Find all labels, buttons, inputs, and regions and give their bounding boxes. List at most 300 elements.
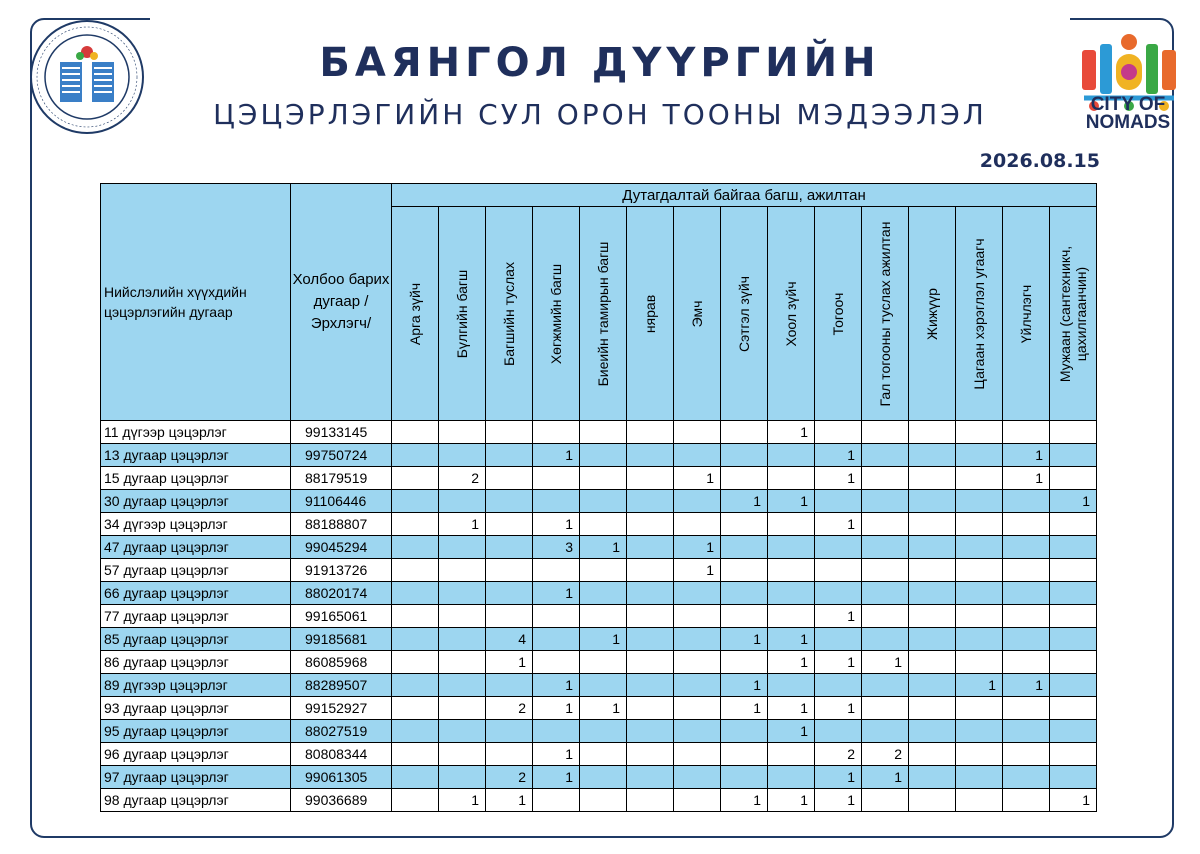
role-label: Бүлгийн багш: [454, 269, 470, 358]
vacancy-count: [721, 766, 768, 789]
vacancy-count: [674, 513, 721, 536]
vacancy-count: [956, 605, 1003, 628]
role-label: Цагаан хэрэглэл угаагч: [971, 237, 987, 390]
vacancy-count: [956, 766, 1003, 789]
vacancy-count: [627, 720, 674, 743]
city-of-nomads-text: CITY OF NOMADS: [1085, 94, 1171, 133]
vacancy-count: [862, 467, 909, 490]
vacancy-count: [1050, 513, 1097, 536]
vacancy-count: [956, 467, 1003, 490]
vacancy-count: [674, 605, 721, 628]
kindergarten-name: 89 дүгээр цэцэрлэг: [101, 674, 291, 697]
vacancy-count: [439, 766, 486, 789]
kindergarten-name: 47 дугаар цэцэрлэг: [101, 536, 291, 559]
vacancy-count: [486, 490, 533, 513]
vacancy-count: [909, 582, 956, 605]
vacancy-count: [862, 789, 909, 812]
vacancy-count: [1050, 559, 1097, 582]
vacancy-count: [674, 766, 721, 789]
table-row: [101, 743, 1097, 766]
column-header-role: [674, 207, 721, 421]
vacancy-count: 1: [721, 628, 768, 651]
vacancy-count: [392, 743, 439, 766]
role-label: Мужаан (сантехникч, цахилгаанчин): [1057, 245, 1089, 382]
kindergarten-name: 97 дугаар цэцэрлэг: [101, 766, 291, 789]
metropolitan-education-logo: [28, 18, 146, 136]
vacancy-count: [862, 720, 909, 743]
vacancy-count: [768, 582, 815, 605]
vacancy-count: [909, 467, 956, 490]
vacancy-count: 1: [674, 467, 721, 490]
vacancy-count: [909, 789, 956, 812]
kindergarten-name: 11 дүгээр цэцэрлэг: [101, 421, 291, 444]
vacancy-count: [439, 651, 486, 674]
vacancy-count: [674, 743, 721, 766]
vacancy-count: [1003, 605, 1050, 628]
vacancy-count: 1: [533, 582, 580, 605]
vacancy-count: [580, 490, 627, 513]
vacancy-count: [627, 467, 674, 490]
vacancy-count: [1003, 559, 1050, 582]
table-row: [101, 490, 1097, 513]
contact-phone: 99165061: [291, 605, 392, 628]
vacancy-count: [439, 605, 486, 628]
vacancy-count: [721, 743, 768, 766]
vacancy-count: 1: [580, 536, 627, 559]
vacancy-count: [721, 421, 768, 444]
vacancy-count: [956, 444, 1003, 467]
vacancy-count: 1: [1050, 490, 1097, 513]
vacancy-count: [392, 720, 439, 743]
vacancy-count: 1: [768, 651, 815, 674]
role-label: Сэтгэл зүйч: [736, 275, 752, 352]
vacancy-count: [627, 766, 674, 789]
vacancy-count: [674, 720, 721, 743]
vacancy-count: [862, 559, 909, 582]
vacancy-count: [721, 720, 768, 743]
vacancy-count: [815, 582, 862, 605]
vacancy-count: [627, 605, 674, 628]
vacancy-count: [486, 743, 533, 766]
vacancy-count: [392, 697, 439, 720]
vacancy-count: [768, 444, 815, 467]
kindergarten-name: 98 дугаар цэцэрлэг: [101, 789, 291, 812]
vacancy-count: [580, 605, 627, 628]
table-row: [101, 674, 1097, 697]
vacancy-count: [580, 674, 627, 697]
vacancy-count: 1: [768, 490, 815, 513]
column-header-role: [627, 207, 674, 421]
table-row: [101, 513, 1097, 536]
role-label: Биеийн тамирын багш: [595, 241, 611, 386]
vacancy-count: [580, 651, 627, 674]
kindergarten-name: 86 дугаар цэцэрлэг: [101, 651, 291, 674]
vacancy-count: 1: [768, 697, 815, 720]
vacancy-count: [580, 582, 627, 605]
vacancy-count: [439, 559, 486, 582]
vacancy-count: [439, 674, 486, 697]
vacancy-count: [1050, 628, 1097, 651]
vacancy-count: [674, 421, 721, 444]
vacancy-count: [486, 467, 533, 490]
vacancy-count: [909, 513, 956, 536]
vacancy-count: [627, 490, 674, 513]
vacancy-count: [909, 490, 956, 513]
vacancy-count: 1: [815, 766, 862, 789]
vacancy-count: [439, 628, 486, 651]
vacancy-count: 1: [815, 444, 862, 467]
vacancy-count: [1003, 490, 1050, 513]
kindergarten-name: 77 дугаар цэцэрлэг: [101, 605, 291, 628]
table-row: [101, 444, 1097, 467]
vacancy-count: [533, 421, 580, 444]
vacancy-count: [1003, 536, 1050, 559]
vacancy-count: [627, 513, 674, 536]
vacancy-count: [956, 720, 1003, 743]
vacancy-count: 1: [533, 743, 580, 766]
vacancy-count: [392, 789, 439, 812]
role-label: Арга зүйч: [407, 282, 423, 345]
vacancy-count: [392, 605, 439, 628]
vacancy-count: [627, 421, 674, 444]
kindergarten-name: 13 дугаар цэцэрлэг: [101, 444, 291, 467]
vacancy-count: [1050, 697, 1097, 720]
vacancy-count: 1: [439, 789, 486, 812]
vacancy-count: [627, 674, 674, 697]
contact-phone: 86085968: [291, 651, 392, 674]
vacancy-count: 2: [486, 766, 533, 789]
vacancy-count: 1: [768, 628, 815, 651]
vacancy-count: [439, 536, 486, 559]
vacancy-count: [580, 421, 627, 444]
vacancy-count: [1003, 421, 1050, 444]
kindergarten-name: 30 дугаар цэцэрлэг: [101, 490, 291, 513]
vacancy-count: [580, 789, 627, 812]
vacancy-count: [533, 720, 580, 743]
vacancy-count: [392, 674, 439, 697]
role-label: Үйлчлэгч: [1018, 284, 1034, 343]
vacancy-count: [1003, 651, 1050, 674]
vacancy-count: [815, 674, 862, 697]
vacancy-count: [439, 697, 486, 720]
table-row: [101, 605, 1097, 628]
vacancy-count: [909, 444, 956, 467]
vacancy-count: [627, 743, 674, 766]
vacancy-count: [815, 536, 862, 559]
vacancy-count: 1: [862, 766, 909, 789]
vacancy-count: 2: [862, 743, 909, 766]
vacancy-count: 1: [533, 674, 580, 697]
vacancy-count: [909, 674, 956, 697]
vacancy-count: [533, 559, 580, 582]
vacancy-count: 1: [533, 513, 580, 536]
vacancy-count: [768, 467, 815, 490]
kindergarten-name: 15 дугаар цэцэрлэг: [101, 467, 291, 490]
contact-phone: 99036689: [291, 789, 392, 812]
kindergarten-name: 85 дугаар цэцэрлэг: [101, 628, 291, 651]
vacancy-count: [439, 743, 486, 766]
vacancy-count: [909, 559, 956, 582]
vacancy-count: 1: [815, 697, 862, 720]
vacancy-count: [580, 766, 627, 789]
vacancy-count: 1: [1003, 467, 1050, 490]
vacancy-count: [909, 766, 956, 789]
vacancy-count: [392, 513, 439, 536]
column-header-role: [956, 207, 1003, 421]
vacancy-count: [721, 513, 768, 536]
vacancy-count: 1: [533, 766, 580, 789]
kindergarten-name: 96 дугаар цэцэрлэг: [101, 743, 291, 766]
vacancy-count: [862, 421, 909, 444]
vacancy-count: [392, 651, 439, 674]
vacancy-count: [627, 536, 674, 559]
vacancy-count: [533, 789, 580, 812]
vacancy-count: [909, 651, 956, 674]
vacancy-count: [392, 582, 439, 605]
kindergarten-name: 95 дугаар цэцэрлэг: [101, 720, 291, 743]
page-subtitle: ЦЭЦЭРЛЭГИЙН СУЛ ОРОН ТООНЫ МЭДЭЭЛЭЛ: [213, 98, 987, 131]
vacancy-count: [1003, 789, 1050, 812]
vacancy-count: [392, 536, 439, 559]
vacancy-count: [674, 651, 721, 674]
vacancy-count: [768, 674, 815, 697]
vacancy-count: [486, 513, 533, 536]
role-label: Гал тогооны туслах ажилтан: [877, 221, 893, 406]
vacancy-count: 4: [486, 628, 533, 651]
vacancy-count: [721, 605, 768, 628]
column-header-kindergarten: Нийслэлийн хүүхдийн цэцэрлэгийн дугаар: [101, 184, 291, 421]
vacancy-count: [1003, 743, 1050, 766]
vacancy-count: 1: [956, 674, 1003, 697]
vacancy-count: [768, 536, 815, 559]
vacancy-count: 1: [721, 674, 768, 697]
vacancy-count: [721, 444, 768, 467]
vacancy-count: [815, 559, 862, 582]
vacancy-count: [721, 651, 768, 674]
vacancy-count: [486, 720, 533, 743]
column-header-role: [768, 207, 815, 421]
role-label: Эмч: [689, 300, 705, 327]
column-header-role: [862, 207, 909, 421]
contact-phone: 99152927: [291, 697, 392, 720]
vacancy-count: [909, 536, 956, 559]
column-header-role: [486, 207, 533, 421]
table-row: [101, 697, 1097, 720]
group-header-vacancies: Дутагдалтай байгаа багш, ажилтан: [392, 184, 1097, 207]
vacancy-count: [392, 467, 439, 490]
contact-phone: 88027519: [291, 720, 392, 743]
vacancy-count: [439, 490, 486, 513]
vacancy-count: [956, 559, 1003, 582]
vacancy-count: [815, 628, 862, 651]
vacancy-count: [862, 490, 909, 513]
vacancy-count: 1: [1003, 444, 1050, 467]
vacancy-count: [768, 766, 815, 789]
table-row: [101, 559, 1097, 582]
vacancy-count: [1003, 766, 1050, 789]
vacancy-count: [1003, 720, 1050, 743]
role-label: Хөгжмийн багш: [548, 263, 564, 364]
vacancy-count: [439, 720, 486, 743]
vacancy-count: 1: [533, 444, 580, 467]
column-header-role: [815, 207, 862, 421]
vacancy-count: [580, 467, 627, 490]
vacancy-count: [909, 421, 956, 444]
vacancy-count: [392, 444, 439, 467]
vacancy-count: [486, 536, 533, 559]
vacancy-count: [392, 421, 439, 444]
table-row: [101, 720, 1097, 743]
vacancy-count: 1: [533, 697, 580, 720]
vacancy-count: [627, 444, 674, 467]
vacancy-count: [392, 628, 439, 651]
vacancy-count: 2: [439, 467, 486, 490]
vacancy-count: [1003, 628, 1050, 651]
vacancy-count: 1: [721, 697, 768, 720]
vacancy-count: [1050, 720, 1097, 743]
vacancy-count: [721, 559, 768, 582]
table-row: [101, 766, 1097, 789]
vacancy-count: [1050, 582, 1097, 605]
vacancy-count: [956, 421, 1003, 444]
vacancy-count: [627, 789, 674, 812]
vacancy-count: [674, 582, 721, 605]
contact-phone: 99133145: [291, 421, 392, 444]
vacancy-count: 1: [1003, 674, 1050, 697]
vacancy-count: 1: [721, 789, 768, 812]
vacancy-count: [956, 628, 1003, 651]
vacancy-count: [909, 697, 956, 720]
vacancy-count: [627, 651, 674, 674]
vacancy-count: [815, 421, 862, 444]
vacancy-count: [1050, 421, 1097, 444]
contact-phone: 88188807: [291, 513, 392, 536]
vacancy-count: [1050, 651, 1097, 674]
vacancy-count: 1: [486, 789, 533, 812]
vacancy-count: 1: [815, 467, 862, 490]
vacancy-table: [100, 183, 1097, 812]
column-header-role: [533, 207, 580, 421]
vacancy-count: [1050, 536, 1097, 559]
vacancy-count: 1: [486, 651, 533, 674]
vacancy-count: [1050, 766, 1097, 789]
vacancy-count: 1: [721, 490, 768, 513]
vacancy-count: [486, 674, 533, 697]
vacancy-count: 1: [862, 651, 909, 674]
vacancy-count: [674, 444, 721, 467]
role-label: Тогооч: [830, 292, 846, 335]
vacancy-count: [956, 651, 1003, 674]
vacancy-count: [392, 490, 439, 513]
contact-phone: 99061305: [291, 766, 392, 789]
vacancy-count: [721, 582, 768, 605]
vacancy-count: [768, 513, 815, 536]
role-label: Багшийн туслах: [501, 261, 517, 366]
vacancy-count: [486, 559, 533, 582]
vacancy-count: [956, 490, 1003, 513]
column-header-role: [580, 207, 627, 421]
column-header-phone: Холбоо барих дугаар /Эрхлэгч/: [291, 184, 392, 421]
vacancy-count: [815, 720, 862, 743]
contact-phone: 88179519: [291, 467, 392, 490]
vacancy-count: [862, 628, 909, 651]
vacancy-count: [486, 605, 533, 628]
vacancy-count: 1: [768, 720, 815, 743]
column-header-role: [392, 207, 439, 421]
vacancy-count: [956, 697, 1003, 720]
vacancy-count: [674, 628, 721, 651]
vacancy-count: [674, 697, 721, 720]
vacancy-count: 1: [815, 789, 862, 812]
vacancy-count: 1: [815, 651, 862, 674]
vacancy-count: [1050, 444, 1097, 467]
column-header-role: [1003, 207, 1050, 421]
vacancy-count: [439, 421, 486, 444]
contact-phone: 99045294: [291, 536, 392, 559]
vacancy-count: [533, 651, 580, 674]
vacancy-count: [956, 743, 1003, 766]
vacancy-count: [486, 421, 533, 444]
role-label: Хоол зүйч: [783, 281, 799, 347]
vacancy-count: [392, 766, 439, 789]
contact-phone: 80808344: [291, 743, 392, 766]
vacancy-count: [533, 490, 580, 513]
vacancy-count: [580, 513, 627, 536]
vacancy-count: [909, 743, 956, 766]
role-label: Жижүүр: [924, 287, 940, 340]
vacancy-count: 1: [580, 697, 627, 720]
vacancy-count: [1050, 743, 1097, 766]
table-row: [101, 421, 1097, 444]
table-row: [101, 582, 1097, 605]
vacancy-count: [862, 582, 909, 605]
vacancy-count: [721, 536, 768, 559]
vacancy-count: [956, 789, 1003, 812]
vacancy-count: [1050, 605, 1097, 628]
vacancy-count: 1: [580, 628, 627, 651]
vacancy-count: [862, 674, 909, 697]
vacancy-count: 1: [815, 513, 862, 536]
vacancy-count: [1003, 697, 1050, 720]
column-header-role: [909, 207, 956, 421]
column-header-role: [439, 207, 486, 421]
vacancy-count: [392, 559, 439, 582]
vacancy-count: [580, 743, 627, 766]
vacancy-count: [439, 582, 486, 605]
vacancy-count: [909, 605, 956, 628]
vacancy-count: [862, 513, 909, 536]
vacancy-count: [862, 536, 909, 559]
vacancy-count: 1: [768, 421, 815, 444]
vacancy-count: [1050, 674, 1097, 697]
vacancy-count: [674, 674, 721, 697]
vacancy-count: [862, 697, 909, 720]
kindergarten-name: 34 дүгээр цэцэрлэг: [101, 513, 291, 536]
page-title: БАЯНГОЛ ДҮҮРГИЙН: [319, 40, 881, 86]
vacancy-count: [721, 467, 768, 490]
kindergarten-name: 57 дугаар цэцэрлэг: [101, 559, 291, 582]
vacancy-count: [768, 605, 815, 628]
table-row: [101, 628, 1097, 651]
column-header-role: [1050, 207, 1097, 421]
vacancy-count: [486, 582, 533, 605]
vacancy-count: 1: [1050, 789, 1097, 812]
vacancy-count: [580, 444, 627, 467]
vacancy-count: [627, 697, 674, 720]
vacancy-count: 1: [768, 789, 815, 812]
vacancy-count: [862, 444, 909, 467]
table-row: [101, 651, 1097, 674]
